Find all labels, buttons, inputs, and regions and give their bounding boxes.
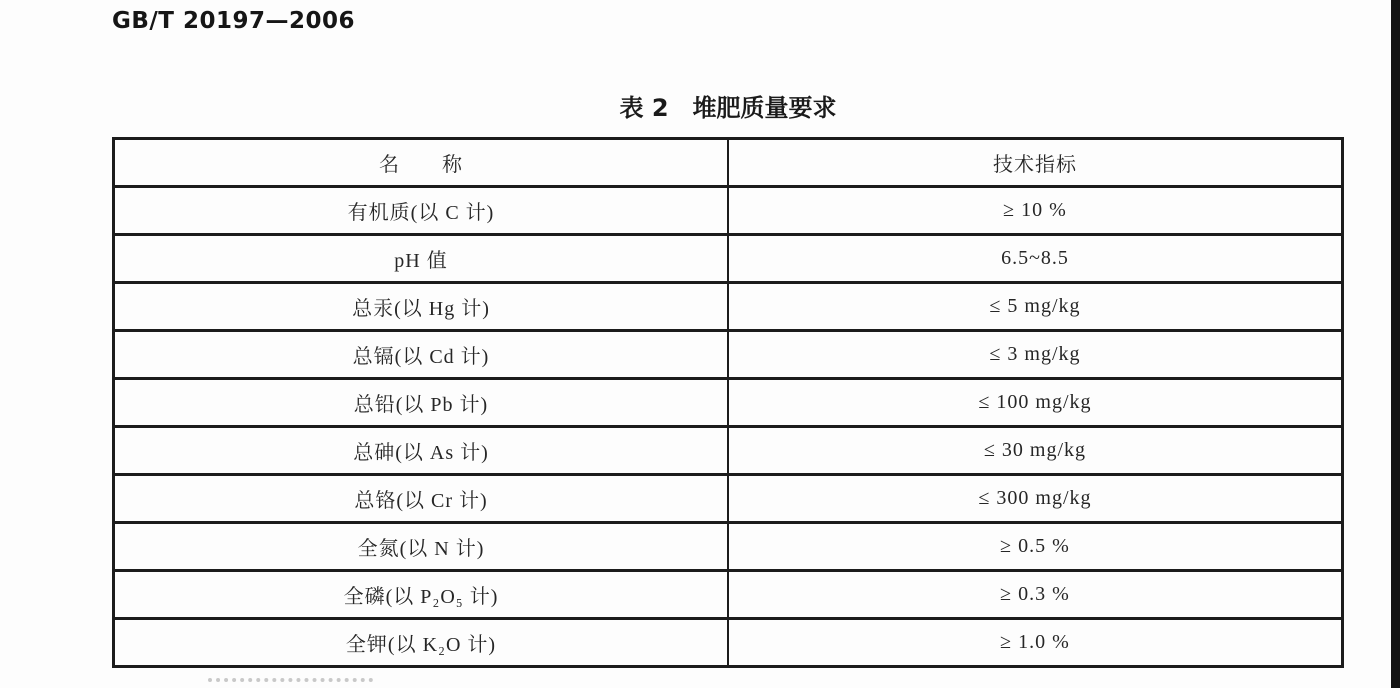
value-cell: ≤ 100 mg/kg [728, 379, 1343, 427]
value-cell: ≤ 30 mg/kg [728, 427, 1343, 475]
name-cell: 有机质(以 C 计) [114, 187, 729, 235]
value-cell: ≥ 1.0 % [728, 619, 1343, 667]
name-cell: 总砷(以 As 计) [114, 427, 729, 475]
table-row [114, 427, 1343, 475]
compost-quality-table [112, 137, 1344, 668]
name-cell: 总铅(以 Pb 计) [114, 379, 729, 427]
table-header-row [114, 139, 1343, 187]
value-cell: ≥ 0.5 % [728, 523, 1343, 571]
name-cell: 全氮(以 N 计) [114, 523, 729, 571]
value-cell: ≤ 3 mg/kg [728, 331, 1343, 379]
table-row [114, 523, 1343, 571]
name-cell: 总汞(以 Hg 计) [114, 283, 729, 331]
table-caption: 表 2 堆肥质量要求 [619, 94, 837, 122]
name-cell: 总铬(以 Cr 计) [114, 475, 729, 523]
name-cell: 全钾(以 K₂O 计) [114, 619, 729, 667]
scan-edge-bar [1391, 0, 1400, 688]
table-row [114, 235, 1343, 283]
table-row [114, 619, 1343, 667]
table-row [114, 379, 1343, 427]
name-column-header: 名 称 [114, 139, 729, 187]
name-cell: 总镉(以 Cd 计) [114, 331, 729, 379]
indicator-column-header: 技术指标 [728, 139, 1343, 187]
cutoff-text-remnant [208, 678, 373, 682]
name-cell: pH 值 [114, 235, 729, 283]
standard-code: GB/T 20197—2006 [112, 8, 356, 34]
value-cell: ≥ 0.3 % [728, 571, 1343, 619]
value-cell: ≤ 5 mg/kg [728, 283, 1343, 331]
table-row [114, 475, 1343, 523]
value-cell: ≤ 300 mg/kg [728, 475, 1343, 523]
name-cell: 全磷(以 P₂O₅ 计) [114, 571, 729, 619]
table-row [114, 187, 1343, 235]
table-row [114, 331, 1343, 379]
value-cell: ≥ 10 % [728, 187, 1343, 235]
table-row [114, 283, 1343, 331]
value-cell: 6.5~8.5 [728, 235, 1343, 283]
table-row [114, 571, 1343, 619]
